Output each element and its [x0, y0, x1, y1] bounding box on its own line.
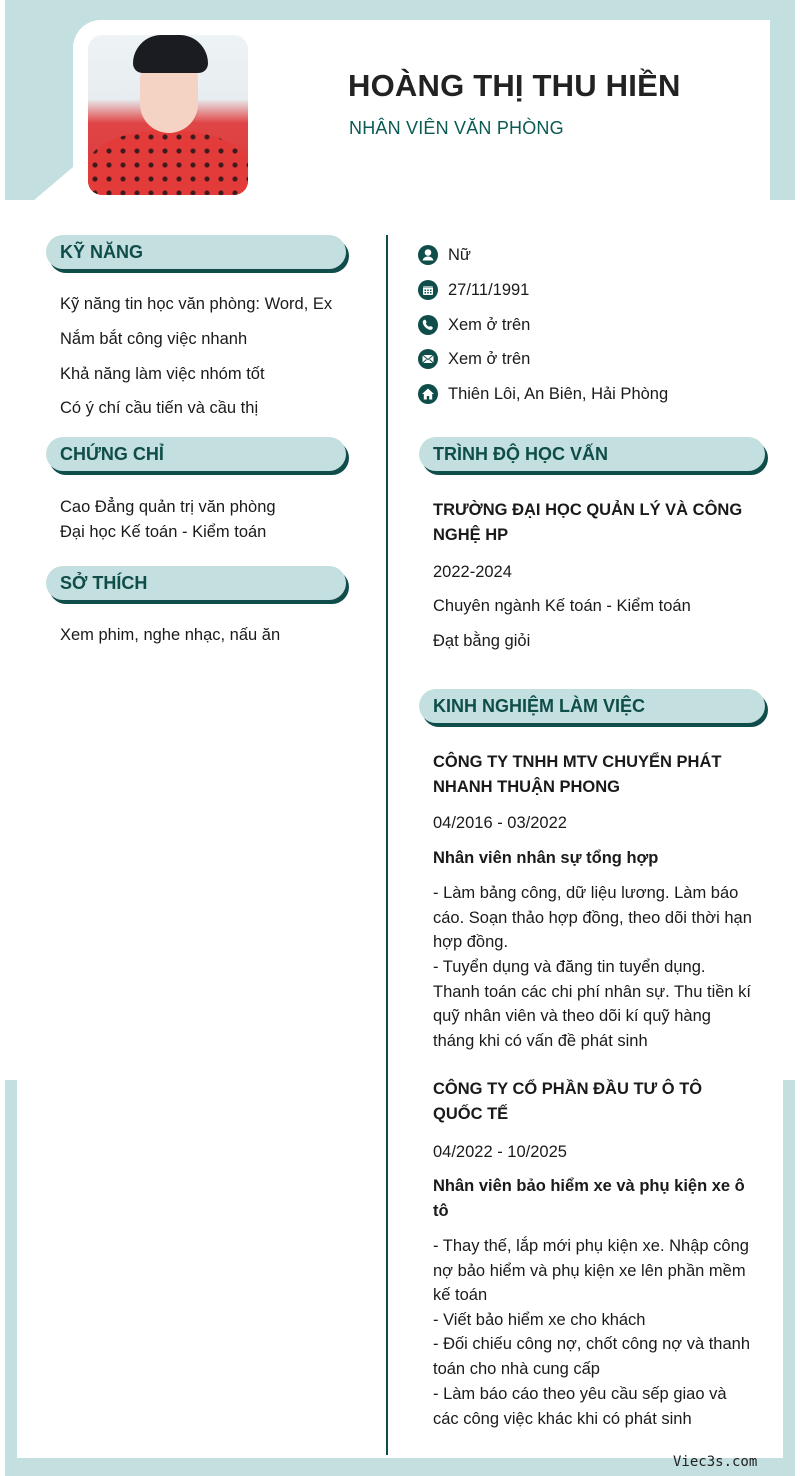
job-company: CÔNG TY TNHH MTV CHUYỂN PHÁT NHANH THUẬN PHONG	[433, 753, 722, 796]
job-description-line: - Làm báo cáo theo yêu cầu sếp giao và các công việc khác khi có phát sinh	[433, 1385, 727, 1428]
frame-left-bar	[5, 1080, 17, 1476]
contact-email: Xem ở trên	[418, 347, 530, 371]
section-header-experience: KINH NGHIỆM LÀM VIỆC	[419, 689, 765, 723]
job-period: 04/2022 - 10/2025	[433, 1143, 567, 1161]
contact-birthday: 27/11/1991	[418, 278, 529, 302]
contact-gender: Nữ	[418, 243, 471, 267]
frame-right-bar	[783, 1080, 795, 1476]
envelope-icon	[418, 349, 438, 369]
job-description-line: - Đối chiếu công nợ, chốt công nợ và thanh toán cho nhà cung cấp	[433, 1335, 750, 1378]
phone-icon	[418, 315, 438, 335]
hobbies-text: Xem phim, nghe nhạc, nấu ăn	[60, 626, 281, 644]
job-title: NHÂN VIÊN VĂN PHÒNG	[349, 118, 564, 138]
skill-item: Khả năng làm việc nhóm tốt	[60, 365, 265, 383]
user-icon	[418, 245, 438, 265]
education-major: Chuyên ngành Kế toán - Kiểm toán	[433, 597, 691, 615]
education-achievement: Đạt bằng giỏi	[433, 632, 531, 650]
candidate-name: HOÀNG THỊ THU HIỀN	[348, 68, 681, 103]
education-period: 2022-2024	[433, 563, 512, 581]
certificate-item: Đại học Kế toán - Kiểm toán	[60, 523, 267, 541]
column-divider	[386, 235, 388, 1455]
education-school: TRƯỜNG ĐẠI HỌC QUẢN LÝ VÀ CÔNG NGHỆ HP	[433, 501, 743, 544]
watermark: Viec3s.com	[673, 1454, 758, 1470]
job-period: 04/2016 - 03/2022	[433, 814, 567, 832]
skill-item: Nắm bắt công việc nhanh	[60, 330, 248, 348]
skill-item: Có ý chí cầu tiến và cầu thị	[60, 399, 259, 417]
home-icon	[418, 384, 438, 404]
header-corner-slope	[33, 167, 73, 201]
calendar-icon	[418, 280, 438, 300]
section-header-certificates: CHỨNG CHỈ	[46, 437, 346, 471]
job-description-line: - Viết bảo hiểm xe cho khách	[433, 1311, 646, 1329]
contact-address: Thiên Lôi, An Biên, Hải Phòng	[418, 382, 668, 406]
job-description-line: - Tuyển dụng và đăng tin tuyển dụng. Thanh toán các chi phí nhân sự. Thu tiền kí quỹ nhân viên và theo dõi kí quỹ hàng tháng khi có vấn đề phát sinh	[433, 958, 752, 1050]
job-company: CÔNG TY CỔ PHẦN ĐẦU TƯ Ô TÔ QUỐC TẾ	[433, 1080, 703, 1123]
job-position: Nhân viên nhân sự tổng hợp	[433, 849, 659, 867]
section-header-education: TRÌNH ĐỘ HỌC VẤN	[419, 437, 765, 471]
section-header-hobbies: SỞ THÍCH	[46, 566, 346, 600]
avatar	[88, 35, 248, 195]
certificate-item: Cao Đẳng quản trị văn phòng	[60, 498, 276, 516]
job-description-line: - Làm bảng công, dữ liệu lương. Làm báo cáo. Soạn thảo hợp đồng, theo dõi thời hạn hợp đồng.	[433, 884, 752, 951]
section-header-skills: KỸ NĂNG	[46, 235, 346, 269]
contact-phone: Xem ở trên	[418, 313, 530, 337]
job-description-line: - Thay thế, lắp mới phụ kiện xe. Nhập công nợ bảo hiểm và phụ kiện xe lên phần mềm kế toán	[433, 1237, 749, 1304]
skill-item: Kỹ năng tin học văn phòng: Word, Ex	[60, 295, 333, 313]
job-position: Nhân viên bảo hiểm xe và phụ kiện xe ô tô	[433, 1177, 745, 1220]
